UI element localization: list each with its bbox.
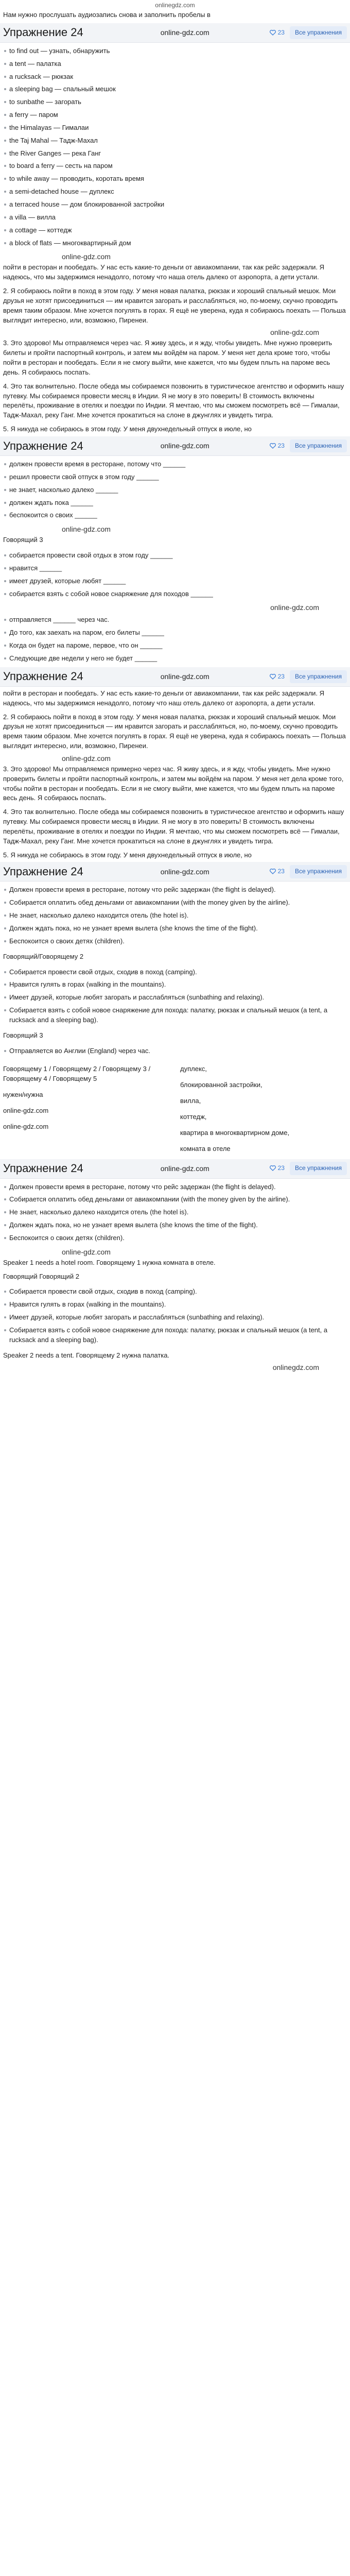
watermark: online-gdz.com [62,252,111,261]
speaker-label: Говорящий 3 [3,1031,43,1039]
paragraph: 5. Я никуда не собираюсь в этом году. У меня двухнедельный отпуск в июле, но [3,851,252,859]
list-item: решил провести свой отпуск в этом году ______ [0,471,350,484]
list-item: Должен провести время в ресторане, потому что рейс задержан (the flight is delayed). [0,884,350,896]
speaker-label: Говорящий Говорящий 2 [3,1272,79,1280]
answer-list [0,882,350,950]
list-item: должен провести время в ресторане, потому что ______ [0,458,350,471]
list-item: a rucksack — рюкзак [0,71,350,83]
exercise-header [0,23,350,43]
matching-grid [0,1059,350,1159]
exercise-title: Упражнение 24 [3,865,83,878]
all-exercises-button[interactable]: Все упражнения [290,26,347,39]
paragraph: 2. Я собираюсь пойти в поход в этом году. У меня новая палатка, рюкзак и хороший спальный мешок. Мои друзья не хотят присоединиться — им нравится загорать и расслабляться, но, по-моему, скучно проводить время таким образом. Мне хочется погулять в горах. Я ещё не уверена, куда я собираюсь поехать — Польша выглядит интересно, или, возможно, Пиренеи. [3,713,346,750]
list-item: Собирается взять с собой новое снаряжение для похода: палатку, рюкзак и спальный мешок (a tent, a rucksack and a sleeping bag). [0,1004,350,1027]
exercise-title: Упражнение 24 [3,26,83,39]
grid-item: блокированной застройки, [180,1081,262,1089]
watermark: online-gdz.com [160,28,209,37]
exercise-section-3 [0,667,350,862]
list-item: the Taj Mahal — Тадж-Махал [0,134,350,147]
like-button[interactable] [270,1164,285,1173]
heart-icon [270,443,276,449]
list-item: to while away — проводить, коротать время [0,173,350,185]
paragraph: 4. Это так волнительно. После обеда мы собираемся позвонить в туристическое агентство и оформить нашу путевку. Мы собираемся провести месяц в Индии. Я не могу в это поверить! В стоимость включены перелёты, проживание в отелях и поездки по Индии. Я мечтаю, что мы сможем посмотреть всё — Гималаи, Тадж-Махал, реку Ганг. Мне хочется прокатиться на слоне в джунглях и увидеть тигра. [3,382,344,419]
like-count: 23 [277,868,285,875]
list-item: Беспокоится о своих детях (children). [0,935,350,948]
heart-icon [270,1165,276,1171]
list-item: a block of flats — многоквартирный дом [0,237,350,250]
list-item: Собирается взять с собой новое снаряжение для похода: палатку, рюкзак и спальный мешок (a tent, a rucksack and a sleeping bag). [0,1324,350,1347]
list-item: a semi-detached house — дуплекс [0,185,350,198]
list-item: Когда он будет на пароме, первое, что он ______ [0,639,350,652]
grid-item: коттедж, [180,1112,207,1121]
speaker-answer: Speaker 1 needs a hotel room. Говорящему 1 нужна комната в отеле. [3,1258,216,1266]
list-item: Должен ждать пока, но не узнает время вылета (she knows the time of the flight). [0,922,350,935]
list-item: Имеет друзей, которые любят загорать и расслабляться (sunbathing and relaxing). [0,1311,350,1324]
list-item: a terraced house — дом блокированной застройки [0,198,350,211]
paragraph: 3. Это здорово! Мы отправляемся примерно через час. Я живу здесь, и я жду, чтобы увидеть. Мне нужно проверить билеты и пройти паспортный контроль, и затем мы войдём на паром. У меня нет дела кроме того, чтобы пойти в ресторан и пообедать. Если я не смогу выйти, мне кажется, что мы будем плыть на пароме весь день. Я собираюсь поспать. [3,765,344,802]
exercise-header [0,862,350,882]
exercise-header [0,667,350,687]
exercise-section-4 [0,862,350,1159]
paragraph: 3. Это здорово! Мы отправляемся через час. Я живу здесь, и я жду, чтобы увидеть. Мне нужно проверить билеты и пройти паспортный контроль, и затем мы войдём на паром. У меня нет дела кроме того, чтобы пойти в ресторан и пообедать. Если я не смогу выйти, мне кажется, что мы будем плыть на пароме весь день. Я собираюсь поспать. [3,339,332,376]
paragraph: пойти в ресторан и пообедать. У нас есть какие-то деньги от авиакомпании, так как рейс задержали. Я надеюсь, что мы задержимся ненадолго, потому что наш отель далеко от аэропорта, а дети устали. [3,689,325,707]
like-button[interactable] [270,867,285,876]
list-item: Имеет друзей, которые любят загорать и расслабляться (sunbathing and relaxing). [0,991,350,1004]
list-item: нравится ______ [0,562,350,575]
exercise-actions [270,865,347,878]
exercise-title: Упражнение 24 [3,670,83,683]
list-item: Нравится гулять в горах (walking in the mountains). [0,1298,350,1311]
answer-list [0,1283,350,1348]
exercise-section-5 [0,1159,350,1372]
all-exercises-button[interactable]: Все упражнения [290,865,347,878]
list-item: a villa — вилла [0,211,350,224]
all-exercises-button[interactable]: Все упражнения [290,439,347,452]
list-item: a tent — палатка [0,58,350,71]
speaker-label: Говорящий/Говорящему 2 [3,952,84,960]
list-item: Собирается провести свой отдых, сходив в поход (camping). [0,966,350,979]
like-button[interactable] [270,442,285,450]
list-item: Беспокоится о своих детях (children). [0,1232,350,1245]
list-item: должен ждать пока ______ [0,497,350,510]
right-column [180,1061,347,1157]
answer-list [0,1043,350,1060]
heart-icon [270,30,276,36]
answer-list [0,964,350,1029]
watermark: onlinegdz.com [272,1363,319,1372]
task-list [0,612,350,667]
site-title: onlinegdz.com [155,2,195,9]
exercise-actions [270,26,347,39]
exercise-section-1 [0,23,350,436]
list-item: отправляется ______ через час. [0,614,350,626]
watermark: online-gdz.com [160,1164,209,1173]
list-item: a ferry — паром [0,109,350,122]
list-item: Следующие две недели у него не будет ______ [0,652,350,665]
exercise-actions [270,1162,347,1175]
list-item: Нравится гулять в горах (walking in the mountains). [0,978,350,991]
list-item: Не знает, насколько далеко находится отель (the hotel is). [0,909,350,922]
watermark: online-gdz.com [3,1122,49,1130]
watermark: online-gdz.com [62,1247,111,1256]
heart-icon [270,674,276,680]
paragraph: 2. Я собираюсь пойти в поход в этом году. У меня новая палатка, рюкзак и хороший спальный мешок. Мои друзья не хотят присоединиться — им нравится загорать и расслабляться, но, по-моему, скучно проводить время таким образом. Мне хочется погулять в горах. Я ещё не уверена, куда я собираюсь поехать — Польша выглядит интересно, или, возможно, Пиренеи. [3,287,346,324]
list-item: to sunbathe — загорать [0,96,350,109]
list-item: to board a ferry — сесть на паром [0,160,350,173]
exercise-section-2 [0,436,350,667]
left-column [3,1061,170,1157]
like-count: 23 [277,1164,285,1172]
grid-item: комната в отеле [180,1144,231,1153]
list-item: не знает, насколько далеко ______ [0,484,350,497]
task-list [0,456,350,524]
like-count: 23 [277,672,285,680]
watermark: online-gdz.com [160,867,209,876]
watermark: online-gdz.com [270,328,319,337]
list-item: Отправляется во Англии (England) через час. [0,1045,350,1058]
exercise-header [0,436,350,456]
exercise-actions [270,439,347,452]
watermark: online-gdz.com [62,754,111,762]
watermark: online-gdz.com [62,525,111,534]
paragraph: 4. Это так волнительно. После обеда мы собираемся позвонить в туристическое агентство и оформить нашу путевку. Мы собираемся провести месяц в Индии. Я не могу в это поверить! В стоимость включены перелёты, проживание в отелях и поездки по Индии. Я мечтаю, что мы сможем посмотреть всё — Гималаи, Тадж-Махал, реку Ганг. Мне хочется прокатиться на слоне в джунглях и увидеть тигра. [3,808,344,845]
list-item: Собирается оплатить обед деньгами от авиакомпании (with the money given by the airline). [0,896,350,909]
all-exercises-button[interactable]: Все упражнения [290,1162,347,1175]
like-button[interactable] [270,672,285,681]
watermark: online-gdz.com [3,1106,49,1114]
grid-item: дуплекс, [180,1065,207,1073]
list-item: Собирается провести свой отдых, сходив в поход (camping). [0,1285,350,1298]
list-item: the River Ganges — река Ганг [0,147,350,160]
like-button[interactable] [270,28,285,37]
answer-list [0,1179,350,1247]
grid-item: вилла, [180,1097,201,1105]
list-item: До того, как заехать на паром, его билеты ______ [0,626,350,639]
all-exercises-button[interactable]: Все упражнения [290,670,347,683]
vocab-list [0,43,350,252]
grid-item: Говорящему 1 / Говорящему 2 / Говорящему 3 / Говорящему 4 / Говорящему 5 [3,1065,151,1083]
exercise-header [0,1159,350,1179]
grid-item: квартира в многоквартирном доме, [180,1128,290,1137]
list-item: собирается провести свой отдых в этом году ______ [0,549,350,562]
paragraph: 5. Я никуда не собираюсь в этом году. У меня двухнедельный отпуск в июле, но [3,425,252,433]
intro-text: Нам нужно прослушать аудиозапись снова и заполнить пробелы в [3,11,211,19]
list-item: a sleeping bag — спальный мешок [0,83,350,96]
grid-item: нужен/нужна [3,1091,43,1099]
list-item: to find out — узнать, обнаружить [0,45,350,58]
list-item: a cottage — коттедж [0,224,350,237]
list-item: собирается взять с собой новое снаряжение для походов ______ [0,588,350,601]
list-item: имеет друзей, которые любят ______ [0,575,350,588]
watermark: online-gdz.com [160,672,209,681]
list-item: Не знает, насколько далеко находится отель (the hotel is). [0,1206,350,1219]
heart-icon [270,869,276,874]
watermark: online-gdz.com [160,442,209,450]
list-item: беспокоится о своих ______ [0,509,350,522]
list-item: Должен провести время в ресторане, потому что рейс задержан (the flight is delayed). [0,1181,350,1194]
like-count: 23 [277,442,285,449]
like-count: 23 [277,28,285,36]
exercise-title: Упражнение 24 [3,439,83,452]
task-list [0,547,350,602]
list-item: Собирается оплатить обед деньгами от авиакомпании (with the money given by the airline). [0,1193,350,1206]
list-item: Должен ждать пока, но не узнает время вылета (she knows the time of the flight). [0,1219,350,1232]
speaker-label: Говорящий 3 [3,536,43,544]
list-item: the Himalayas — Гималаи [0,122,350,134]
exercise-title: Упражнение 24 [3,1162,83,1175]
exercise-actions [270,670,347,683]
paragraph: пойти в ресторан и пообедать. У нас есть какие-то деньги от авиакомпании, так как рейс задержали. Я надеюсь, что мы задержимся ненадолго, потому что наша отель далеко от аэропорта, а дети устали. [3,263,325,281]
watermark: online-gdz.com [270,603,319,612]
speaker-answer: Speaker 2 needs a tent. Говорящему 2 нужна палатка. [3,1351,170,1359]
